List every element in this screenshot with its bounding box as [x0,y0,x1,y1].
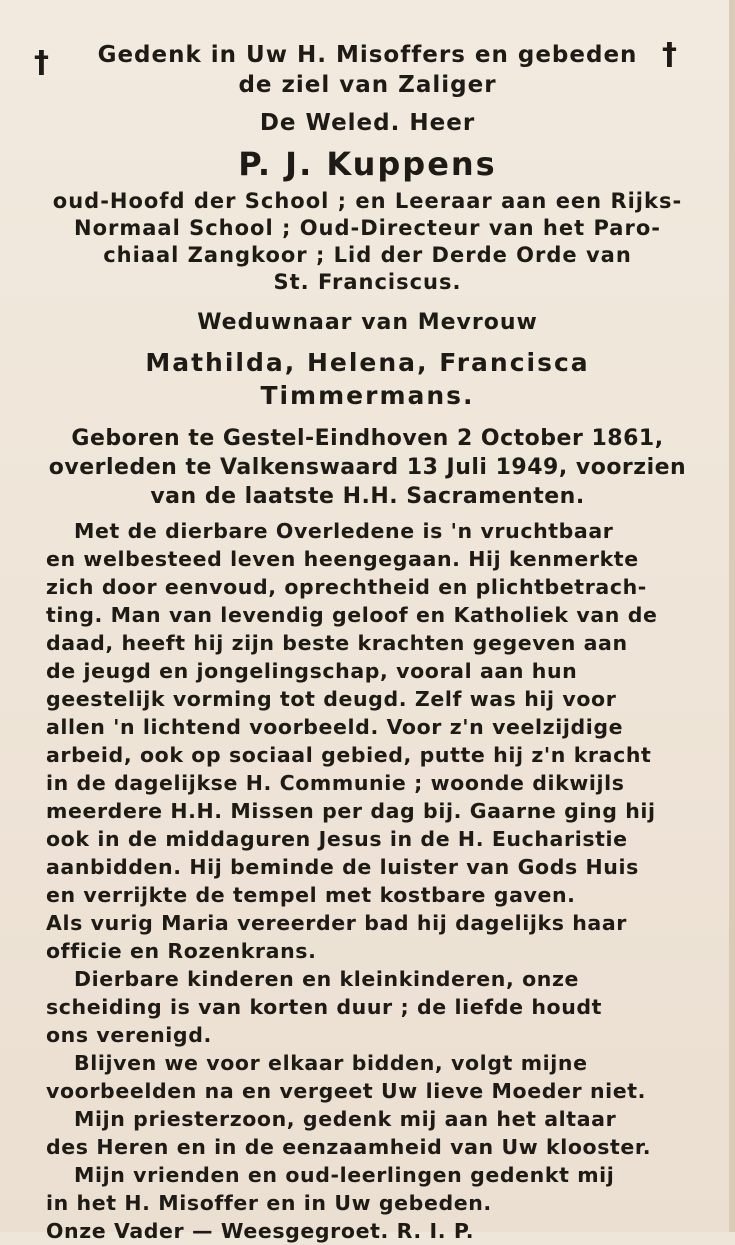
card-header [0,37,735,511]
memorial-text-line: ook in de middaguren Jesus in de H. Eucharistie [46,827,628,851]
titles [0,188,735,296]
memorial-text-line: des Heren en in de eenzaamheid van Uw klooster. [46,1135,652,1159]
titles-line: oud-Hoofd der School ; en Leeraar aan een Rijks- [52,189,683,213]
memorial-text-line: Mijn vrienden en oud-leerlingen gedenkt mij [74,1163,615,1187]
memorial-text-line: arbeid, ook op sociaal gebied, putte hij z'n kracht [46,743,652,767]
widower-line: Weduwnaar van Mevrouw [197,310,538,335]
memorial-text [46,517,696,1245]
honorific: De Weled. Heer [259,110,476,136]
memorial-text-line: daad, heeft hij zijn beste krachten gegeven aan [46,631,628,655]
deceased-name: P. J. Kuppens [238,145,497,183]
birth-death [0,424,735,511]
memorial-text-line: de jeugd en jongelingschap, vooral aan hun [46,659,578,683]
intro-line: Gedenk in Uw H. Misoffers en gebeden [97,42,638,68]
titles-line: St. Franciscus. [273,270,462,294]
memorial-text-line: in de dagelijkse H. Communie ; woonde dikwijls [46,771,625,795]
memorial-text-line: in het H. Misoffer en in Uw gebeden. [46,1191,492,1215]
memorial-text-line: zich door eenvoud, oprechtheid en plichtbetrach- [46,575,647,599]
memorial-text-line: Met de dierbare Overledene is 'n vruchtbaar [74,519,614,543]
wife-name [0,346,735,412]
memorial-text-line: en verrijkte de tempel met kostbare gaven. [46,883,576,907]
memorial-text-line: scheiding is van korten duur ; de liefde houdt [46,995,603,1019]
birth-death-line: van de laatste H.H. Sacramenten. [150,484,585,509]
memorial-text-line: voorbeelden na en vergeet Uw lieve Moeder niet. [46,1079,647,1103]
memorial-text-line: ons verenigd. [46,1023,212,1047]
titles-line: Normaal School ; Oud-Directeur van het Paro- [74,216,661,240]
memorial-text-line: Dierbare kinderen en kleinkinderen, onze [74,967,579,991]
cross-left-icon: † [34,45,49,80]
birth-death-line: overleden te Valkenswaard 13 Juli 1949, voorzien [48,455,687,480]
memorial-text-line: Als vurig Maria vereerder bad hij dagelijks haar [46,911,628,935]
birth-death-line: Geboren te Gestel-Eindhoven 2 October 1861, [71,426,664,451]
memorial-text-line: ting. Man van levendig geloof en Katholiek van de [46,603,658,627]
memorial-text-line: Onze Vader — Weesgegroet. R. I. P. [46,1219,475,1243]
memorial-text-line: geestelijk vorming tot deugd. Zelf was hij voor [46,687,617,711]
wife-name-line: Mathilda, Helena, Francisca [145,348,590,377]
cross-right-icon: † [662,37,677,72]
titles-line: chiaal Zangkoor ; Lid der Derde Orde van [103,243,632,267]
intro [0,37,735,100]
memorial-text-line: Blijven we voor elkaar bidden, volgt mijne [74,1051,588,1075]
intro-line: de ziel van Zaliger [238,72,497,98]
memorial-text-line: en welbesteed leven heengegaan. Hij kenmerkte [46,547,639,571]
wife-name-line: Timmermans. [260,381,475,410]
memorial-text-line: officie en Rozenkrans. [46,939,317,963]
memorial-text-line: Mijn priesterzoon, gedenk mij aan het altaar [74,1107,617,1131]
memorial-text-line: allen 'n lichtend voorbeeld. Voor z'n veelzijdige [46,715,624,739]
memorial-text-line: meerdere H.H. Missen per dag bij. Gaarne ging hij [46,799,656,823]
memorial-text-line: aanbidden. Hij beminde de luister van Gods Huis [46,855,639,879]
